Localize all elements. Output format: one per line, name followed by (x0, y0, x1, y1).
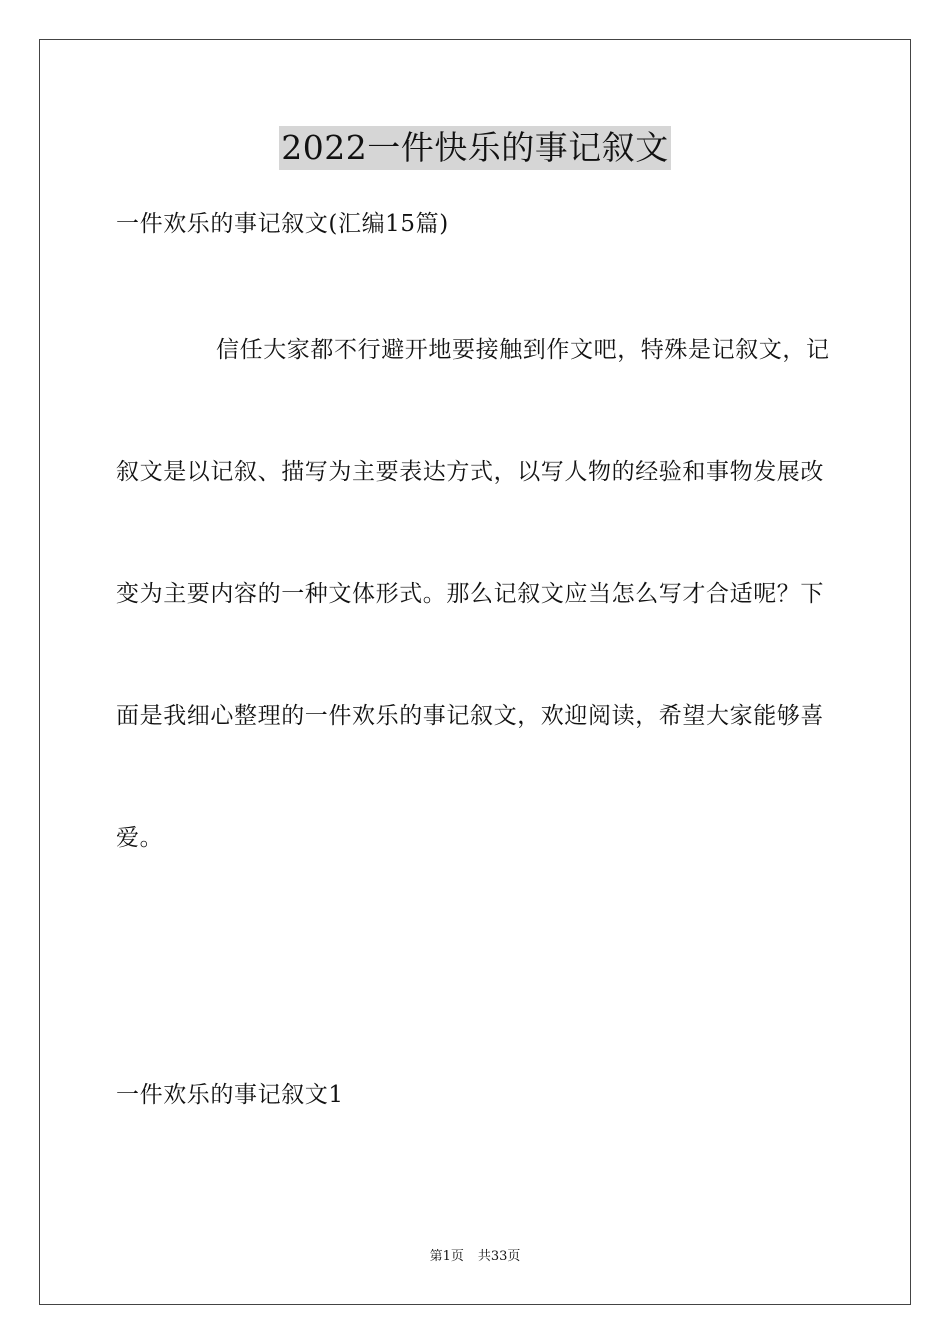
document-title: 2022一件快乐的事记叙文 (279, 126, 670, 170)
paragraph-line-1: 信任大家都不行避开地要接触到作文吧，特殊是记叙文，记 (216, 337, 830, 363)
page-number-current: 第1页 (429, 1249, 464, 1264)
title-container (0, 126, 950, 170)
paragraph-line-5: 爱。 (116, 825, 164, 851)
section-heading: 一件欢乐的事记叙文1 (116, 1082, 344, 1108)
paragraph-line-4: 面是我细心整理的一件欢乐的事记叙文，欢迎阅读，希望大家能够喜 (116, 703, 824, 729)
paragraph-line-3: 变为主要内容的一种文体形式。那么记叙文应当怎么写才合适呢？下 (116, 581, 824, 607)
page-number-total: 共33页 (477, 1249, 521, 1264)
document-subtitle: 一件欢乐的事记叙文(汇编15篇) (116, 211, 449, 237)
paragraph-line-2: 叙文是以记叙、描写为主要表达方式，以写人物的经验和事物发展改 (116, 459, 824, 485)
page-footer (0, 1248, 950, 1266)
